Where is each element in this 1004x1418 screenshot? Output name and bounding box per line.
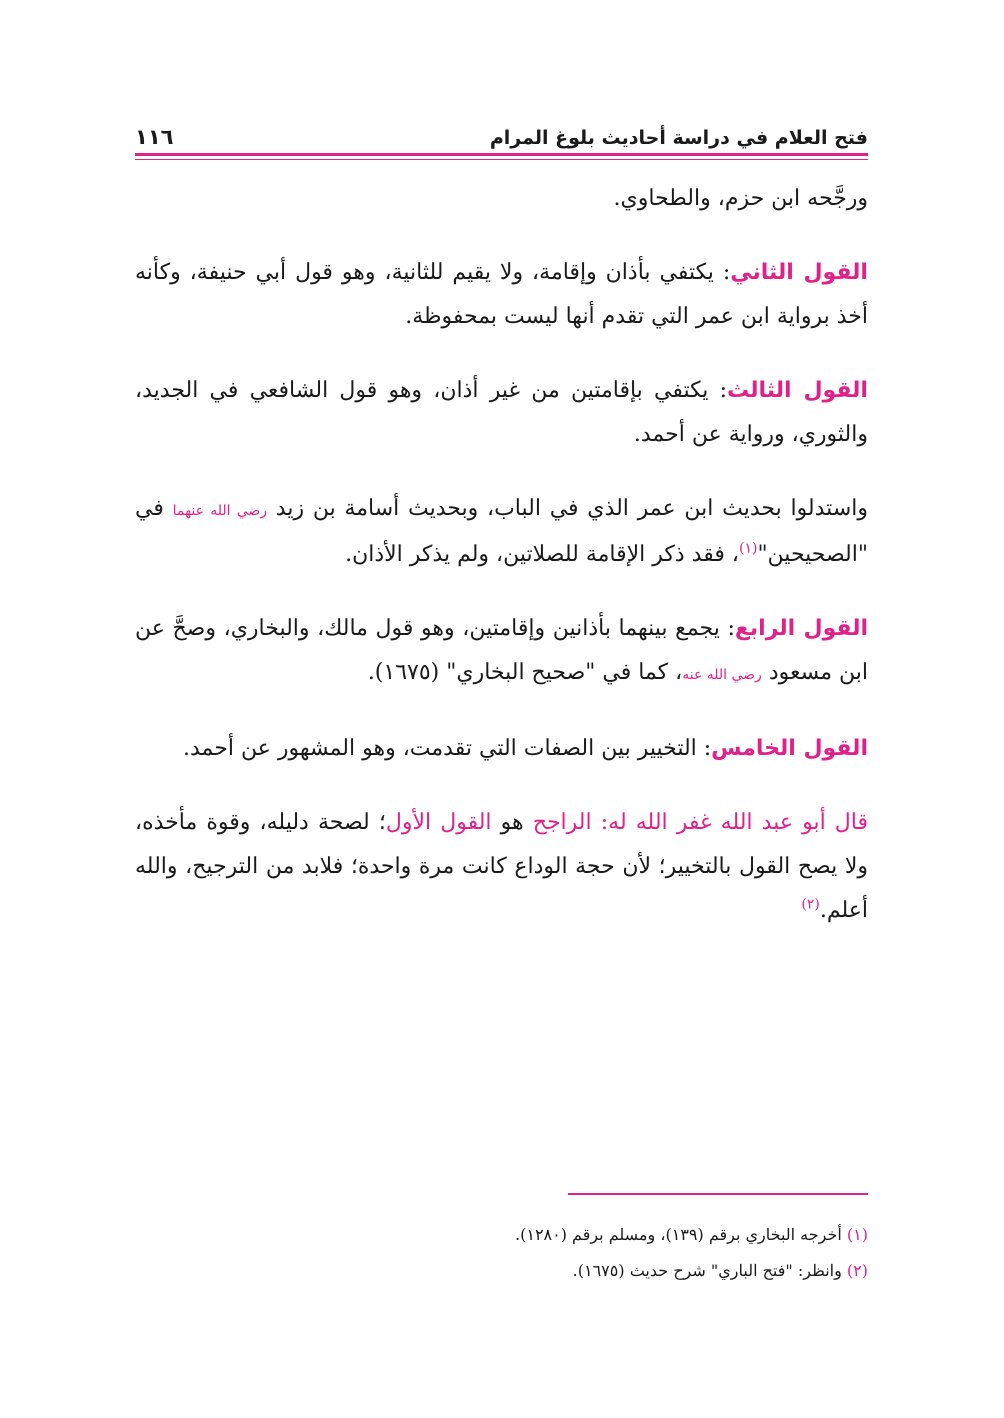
footnote bbox=[135, 1253, 868, 1289]
section-label: القول الثاني bbox=[730, 260, 868, 285]
paragraph-text: ورجَّحه ابن حزم، والطحاوي. bbox=[613, 186, 868, 211]
page-number: ١١٦ bbox=[135, 125, 174, 149]
section-label: القول الرابع bbox=[734, 616, 868, 641]
footnote-ref[interactable]: (٢) bbox=[801, 896, 820, 913]
footnote bbox=[135, 1217, 868, 1253]
paragraph bbox=[135, 177, 868, 221]
paragraph-text: : التخيير بين الصفات التي تقدمت، وهو المشهور عن أحمد. bbox=[183, 736, 712, 761]
paragraph-text: : يكتفي بإقامتين من غير أذان، وهو قول الشافعي في الجديد، والثوري، ورواية عن أحمد. bbox=[135, 378, 868, 447]
footnote-number: (٢) bbox=[846, 1261, 868, 1280]
paragraph bbox=[135, 487, 868, 577]
paragraph-text: ، كما في "صحيح البخاري" (١٦٧٥). bbox=[367, 660, 683, 685]
paragraph-text: : يكتفي بأذان وإقامة، ولا يقيم للثانية، وهو قول أبي حنيفة، وكأنه أخذ برواية ابن عمر التي تقدم أنها ليست بمحفوظة. bbox=[135, 260, 868, 329]
paragraph-text: ؛ لصحة دليله، وقوة مأخذه، ولا يصح القول بالتخيير؛ لأن حجة الوداع كانت مرة واحدة؛ فلابد من الترجيح، والله أعلم. bbox=[135, 810, 868, 923]
header-rule-thin bbox=[135, 159, 868, 160]
section-label: القول الثالث bbox=[727, 378, 868, 403]
paragraph bbox=[135, 801, 868, 933]
footnote-text: وانظر: "فتح الباري" شرح حديث (١٦٧٥). bbox=[572, 1261, 842, 1280]
footnote-number: (١) bbox=[846, 1225, 868, 1244]
honorific: رضي الله عنهما bbox=[172, 503, 268, 519]
paragraph-text: هو bbox=[500, 810, 524, 835]
book-page bbox=[135, 115, 868, 1405]
preferred-opinion: القول الأول bbox=[385, 810, 492, 835]
footnote-text: أخرجه البخاري برقم (١٣٩)، ومسلم برقم (١٢٨٠). bbox=[515, 1225, 842, 1244]
footnote-ref[interactable]: (١) bbox=[738, 540, 758, 557]
footnote-separator bbox=[568, 1193, 868, 1195]
paragraph bbox=[135, 369, 868, 457]
author-opinion: قال أبو عبد الله غفر الله له: الراجح bbox=[532, 810, 869, 835]
paragraph-text: ، فقد ذكر الإقامة للصلاتين، ولم يذكر الأذان. bbox=[345, 542, 739, 567]
paragraph bbox=[135, 251, 868, 339]
header-rule bbox=[135, 153, 868, 156]
section-label: القول الخامس bbox=[711, 736, 868, 761]
paragraph-text: واستدلوا بحديث ابن عمر الذي في الباب، وبحديث أسامة بن زيد bbox=[275, 496, 868, 521]
paragraph bbox=[135, 727, 868, 771]
honorific: رضي الله عنه bbox=[682, 667, 762, 683]
main-text bbox=[135, 177, 868, 963]
page-header bbox=[135, 115, 868, 153]
book-title: فتح العلام في دراسة أحاديث بلوغ المرام bbox=[489, 127, 868, 149]
paragraph bbox=[135, 607, 868, 697]
paragraph-text: في "الصحيحين" bbox=[135, 496, 868, 567]
footnotes bbox=[135, 1217, 868, 1289]
paragraph-text: : يجمع بينهما بأذانين وإقامتين، وهو قول مالك، والبخاري، وصحَّ عن ابن مسعود bbox=[135, 616, 868, 685]
